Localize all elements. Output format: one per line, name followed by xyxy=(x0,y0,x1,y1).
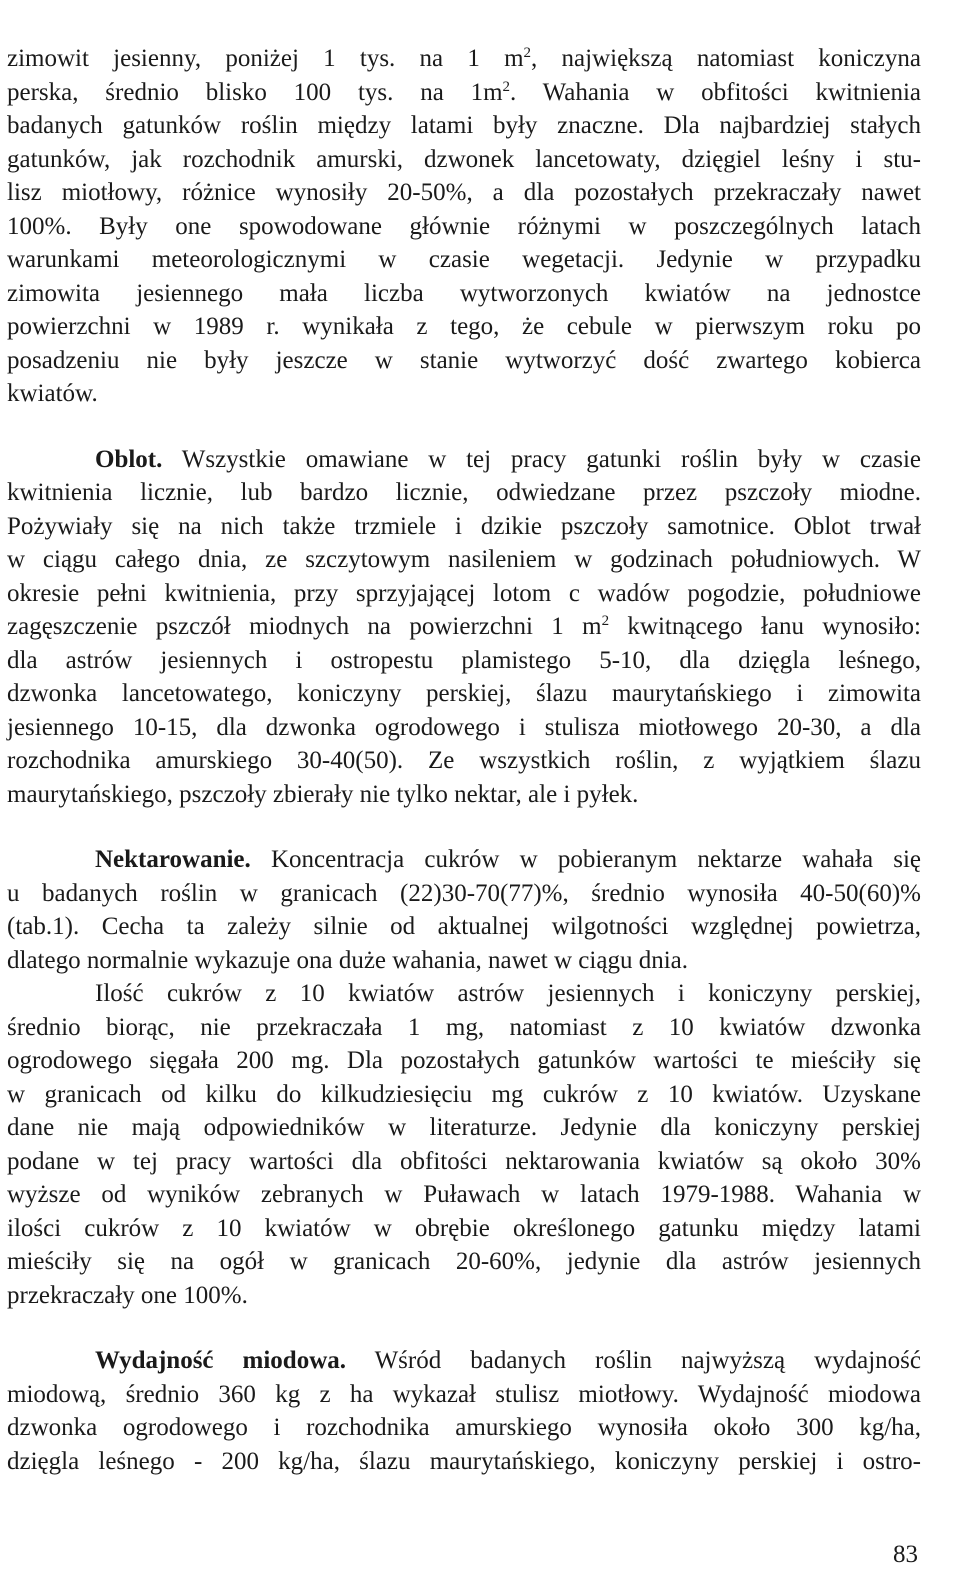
text-line: 100%. Były one spowodowane głównie różnymi w poszczególnych latach xyxy=(7,212,921,240)
section-heading: Wydajność miodowa. xyxy=(95,1347,347,1374)
text-line: badanych gatunków roślin między latami były znaczne. Dla najbardziej stałych xyxy=(7,112,921,139)
text-line: ilości cukrów z 10 kwiatów w obrębie określonego gatunku między latami xyxy=(7,1214,921,1242)
text-line: powierzchni w 1989 r. wynikała z tego, że cebule w pierwszym roku po xyxy=(7,313,921,340)
text-line: zimowit jesienny, poniżej 1 tys. na 1 $m^2$, największą natomiast koniczyna xyxy=(7,45,921,72)
text-line: w granicach od kilku do kilkudziesięciu mg cukrów z 10 kwiatów. Uzyskane xyxy=(7,1080,921,1108)
text-line: dlatego normalnie wykazuje ona duże wahania, nawet w ciągu dnia. xyxy=(7,946,688,974)
section-nektarowanie xyxy=(7,843,921,1312)
page-number: 83 xyxy=(893,1541,918,1568)
text-line: jesiennego 10-15, dla dzwonka ogrodowego i stulisza miotłowego 20-30, a dla xyxy=(7,713,921,741)
text-line: Pożywiały się na nich także trzmiele i dzikie pszczoły samotnice. Oblot trwał xyxy=(7,512,921,540)
text-line: u badanych roślin w granicach (22)30-70(77)%, średnio wynosiła 40-50(60)% xyxy=(7,879,921,907)
superscript: 2 xyxy=(601,613,610,629)
text-line: kwiatów. xyxy=(7,380,98,407)
text-line: dzięgla leśnego - 200 kg/ha, ślazu maurytańskiego, koniczyny perskiej i ostro- xyxy=(7,1447,921,1475)
text-line: rozchodnika amurskiego 30-40(50). Ze wszystkich roślin, z wyjątkiem ślazu xyxy=(7,747,921,774)
section-heading: Oblot. xyxy=(95,445,163,473)
text-line: w ciągu całego dnia, ze szczytowym nasileniem w godzinach południowych. W xyxy=(7,546,921,573)
text-line: kwitnienia licznie, lub bardzo licznie, odwiedzane przez pszczoły miodne. xyxy=(7,479,921,506)
section-heading: Nektarowanie. xyxy=(95,846,251,873)
text-line: podane w tej pracy wartości dla obfitości nektarowania kwiatów są około 30% xyxy=(7,1147,921,1175)
paragraph-gap xyxy=(7,411,921,443)
text-line: Oblot. Wszystkie omawiane w tej pracy gatunki roślin były w czasie xyxy=(95,445,921,473)
text-line: dzwonka ogrodowego i rozchodnika amurskiego wynosiła około 300 kg/ha, xyxy=(7,1414,921,1441)
superscript: 2 xyxy=(523,45,532,61)
text-line: dane nie mają odpowiedników w literaturze. Jedynie dla koniczyny perskiej xyxy=(7,1114,921,1141)
text-line: dla astrów jesiennych i ostropestu plamistego 5-10, dla dzięgla leśnego, xyxy=(7,646,921,674)
text-line: zimowita jesiennego mała liczba wytworzonych kwiatów na jednostce xyxy=(7,279,921,307)
text-line: (tab.1). Cecha ta zależy silnie od aktualnej wilgotności względnej powietrza, xyxy=(7,913,921,940)
text-line: Wydajność miodowa. Wśród badanych roślin najwyższą wydajność xyxy=(95,1347,921,1374)
text-line: zagęszczenie pszczół miodnych na powierzchni 1 $m^2$ kwitnącego łanu wynosiło: xyxy=(7,613,921,640)
text-line: średnio biorąc, nie przekraczała 1 mg, natomiast z 10 kwiatów dzwonka xyxy=(7,1013,921,1041)
paragraph xyxy=(7,42,921,411)
paragraph-gap xyxy=(7,1312,921,1344)
text-line: okresie pełni kwitnienia, przy sprzyjającej lotom c wadów pogodzie, południowe xyxy=(7,579,921,607)
text-line: dzwonka lancetowatego, koniczyny perskiej, ślazu maurytańskiego i zimowita xyxy=(7,680,921,707)
superscript: 2 xyxy=(502,78,511,95)
text-line: Nektarowanie. Koncentracja cukrów w pobieranym nektarze wahała się xyxy=(95,846,921,873)
text-line: warunkami meteorologicznymi w czasie wegetacji. Jedynie w przypadku xyxy=(7,246,921,273)
section-oblot xyxy=(7,443,921,812)
text-line: gatunków, jak rozchodnik amurski, dzwonek lancetowaty, dzięgiel leśny i stu- xyxy=(7,145,921,173)
text-line: posadzeniu nie były jeszcze w stanie wytworzyć dość zwartego kobierca xyxy=(7,346,921,374)
text-line: maurytańskiego, pszczoły zbierały nie tylko nektar, ale i pyłek. xyxy=(7,780,639,808)
section-wydajnosc-miodowa xyxy=(7,1344,921,1478)
text-line: przekraczały one 100%. xyxy=(7,1281,248,1309)
paragraph-gap xyxy=(7,811,921,843)
text-line: ogrodowego sięgała 200 mg. Dla pozostałych gatunków wartości te mieściły się xyxy=(7,1047,921,1074)
text-line: miodową, średnio 360 kg z ha wykazał stulisz miotłowy. Wydajność miodowa xyxy=(7,1380,921,1408)
text-line: mieściły się na ogół w granicach 20-60%, jedynie dla astrów jesiennych xyxy=(7,1248,921,1275)
text-column xyxy=(7,42,921,1478)
text-line: Ilość cukrów z 10 kwiatów astrów jesiennych i koniczyny perskiej, xyxy=(95,980,921,1007)
text-line: wyższe od wyników zebranych w Puławach w latach 1979-1988. Wahania w xyxy=(7,1181,921,1208)
text-line: lisz miotłowy, różnice wynosiły 20-50%, a dla pozostałych przekraczały nawet xyxy=(7,179,921,206)
text-line: perska, średnio blisko 100 tys. na $1m^2$. Wahania w obfitości kwitnienia xyxy=(7,78,921,106)
